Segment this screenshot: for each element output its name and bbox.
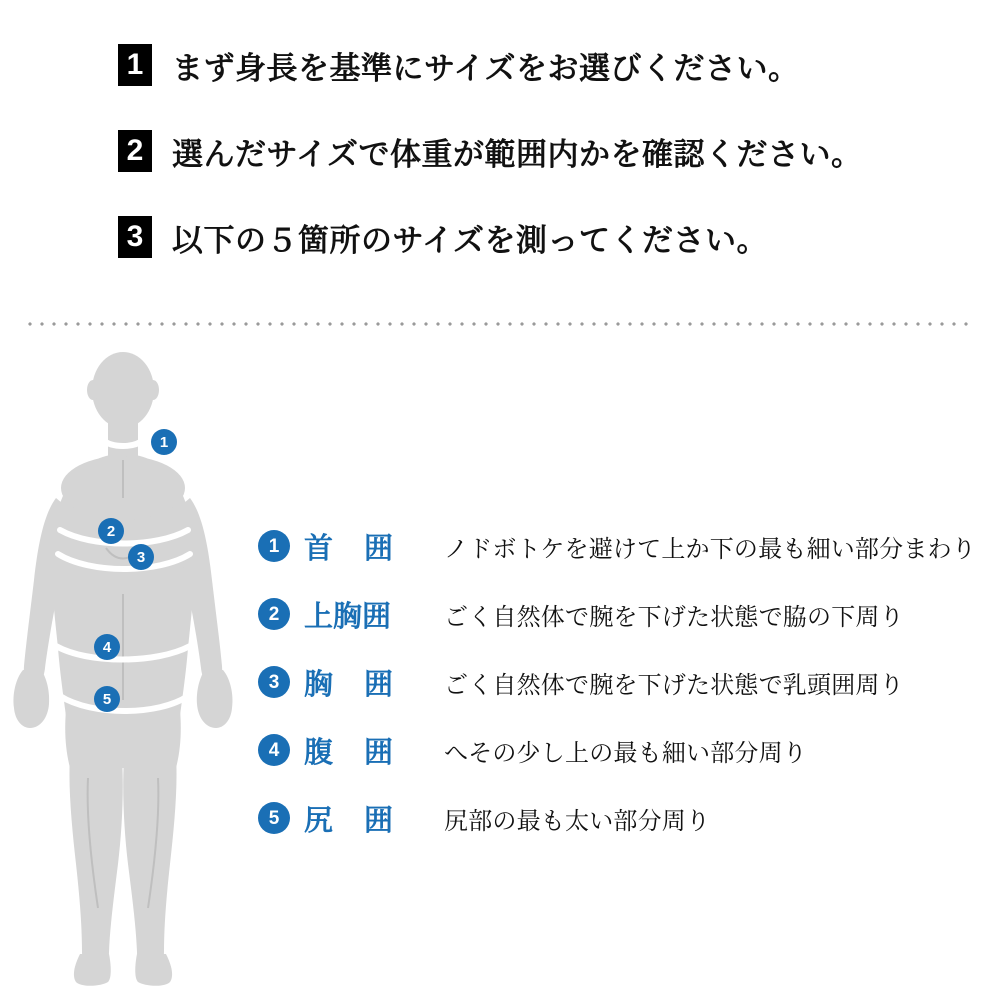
figure-marker-5: 5 xyxy=(94,686,120,712)
legend-item xyxy=(258,580,998,648)
legend-item xyxy=(258,512,998,580)
legend-term-1: 首 囲 xyxy=(304,532,395,565)
step-number-badge: 2 xyxy=(118,130,152,172)
figure-marker-1: 1 xyxy=(151,429,177,455)
legend-badge-2: 2 xyxy=(258,598,290,630)
figure-marker-3: 3 xyxy=(128,544,154,570)
legend-desc-1: ノドボトケを避けて上か下の最も細い部分まわり xyxy=(444,535,976,563)
measurement-legend xyxy=(258,512,998,852)
step-item xyxy=(0,194,1000,280)
legend-term-4: 腹 囲 xyxy=(304,736,395,769)
legend-item xyxy=(258,648,998,716)
step-number-badge: 3 xyxy=(118,216,152,258)
body-figure-illustration xyxy=(10,348,260,988)
step-number-badge: 1 xyxy=(118,44,152,86)
figure-marker-2: 2 xyxy=(98,518,124,544)
legend-desc-4: へその少し上の最も細い部分周り xyxy=(444,739,807,767)
step-text: 以下の５箇所のサイズを測ってください。 xyxy=(172,222,769,258)
legend-badge-3: 3 xyxy=(258,666,290,698)
body-silhouette-icon xyxy=(10,348,260,988)
legend-term-3: 胸 囲 xyxy=(304,668,395,701)
step-text: まず身長を基準にサイズをお選びください。 xyxy=(172,50,800,86)
legend-badge-5: 5 xyxy=(258,802,290,834)
legend-item xyxy=(258,716,998,784)
legend-term-2: 上胸囲 xyxy=(304,600,392,633)
legend-term-5: 尻 囲 xyxy=(304,804,395,837)
legend-desc-2: ごく自然体で腕を下げた状態で脇の下周り xyxy=(444,603,904,631)
step-text: 選んだサイズで体重が範囲内かを確認ください。 xyxy=(172,136,863,172)
step-item xyxy=(0,22,1000,108)
legend-badge-4: 4 xyxy=(258,734,290,766)
steps-list xyxy=(0,22,1000,280)
legend-desc-5: 尻部の最も太い部分周り xyxy=(444,807,711,835)
figure-marker-4: 4 xyxy=(94,634,120,660)
dotted-divider xyxy=(24,322,976,326)
legend-item xyxy=(258,784,998,852)
legend-badge-1: 1 xyxy=(258,530,290,562)
step-item xyxy=(0,108,1000,194)
legend-desc-3: ごく自然体で腕を下げた状態で乳頭囲周り xyxy=(444,671,904,699)
